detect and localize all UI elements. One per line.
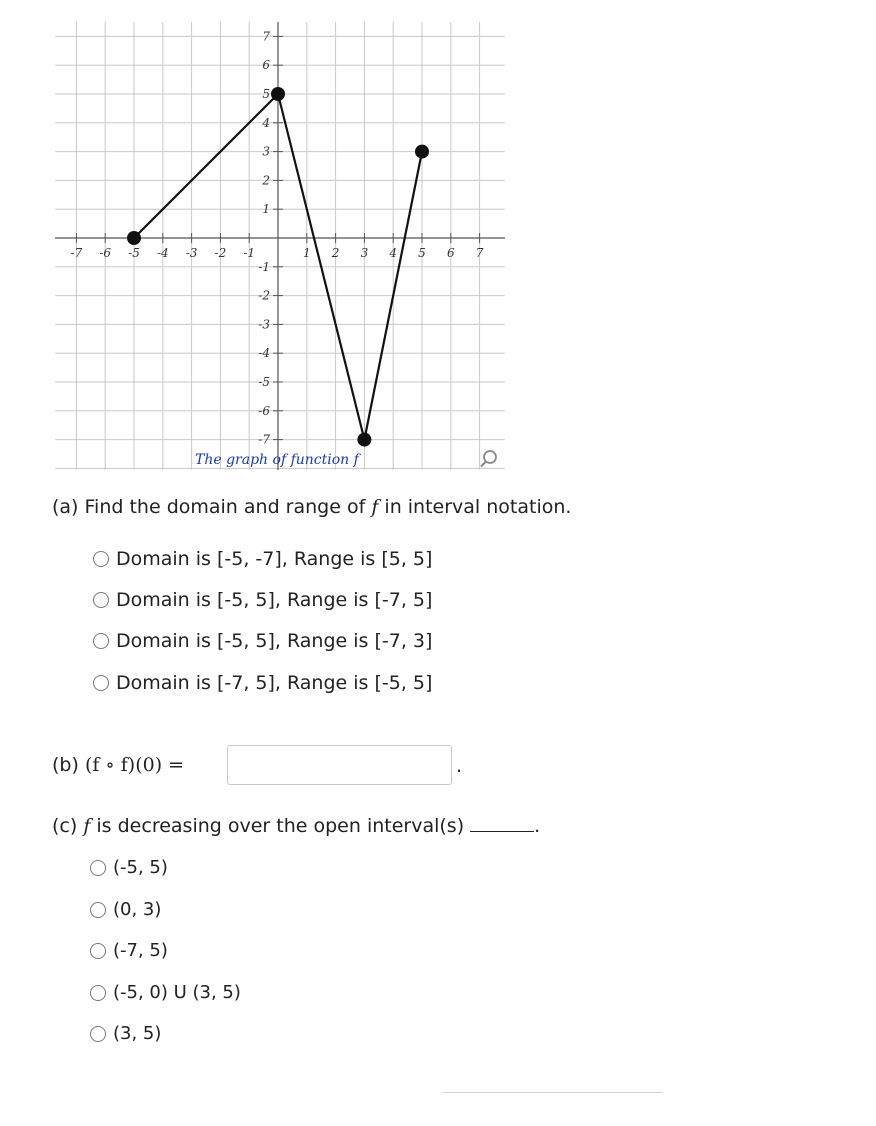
question-c: (c) f is decreasing over the open interval(s) .: [52, 815, 541, 837]
option-label: (-5, 0) U (3, 5): [113, 982, 241, 1003]
radio-button[interactable]: [90, 860, 106, 876]
graph-point: [415, 145, 429, 159]
radio-button[interactable]: [93, 551, 109, 567]
question-b: [52, 754, 184, 776]
y-tick-label: 2: [262, 173, 270, 188]
x-tick-label: -6: [99, 246, 112, 260]
function-graph: [0, 0, 520, 480]
option-a-2[interactable]: [93, 589, 432, 611]
y-tick-label: -7: [258, 432, 270, 447]
magnifier-icon[interactable]: [481, 451, 496, 467]
y-tick-label: 7: [262, 29, 270, 44]
function-var: f: [371, 496, 379, 518]
graph-caption: The graph of function f: [195, 452, 359, 468]
function-var: f: [83, 815, 91, 837]
radio-button[interactable]: [90, 985, 106, 1001]
option-c-4[interactable]: [90, 982, 241, 1003]
option-label: (-5, 5): [113, 857, 168, 878]
question-b-period: .: [456, 755, 463, 777]
y-tick-label: -5: [258, 375, 270, 389]
option-label: Domain is [-7, 5], Range is [-5, 5]: [116, 672, 433, 694]
x-tick-label: 2: [331, 246, 340, 260]
x-tick-label: 6: [446, 246, 455, 260]
x-tick-label: 1: [302, 246, 311, 260]
option-a-4[interactable]: [93, 672, 432, 694]
composition-expression: (f ∘ f)(0) =: [84, 754, 185, 776]
option-c-2[interactable]: [90, 899, 161, 920]
y-tick-label: -2: [258, 288, 270, 303]
option-label: (3, 5): [113, 1023, 162, 1044]
y-tick-label: 3: [262, 144, 270, 159]
bottom-divider: [443, 1092, 663, 1093]
option-c-3[interactable]: [90, 940, 168, 961]
option-label: (0, 3): [113, 899, 162, 920]
x-tick-label: -2: [214, 246, 227, 260]
x-tick-label: -4: [156, 246, 169, 260]
radio-button[interactable]: [90, 943, 106, 959]
y-tick-label: 5: [262, 87, 270, 101]
y-tick-label: -6: [258, 403, 270, 418]
question-a: (a) Find the domain and range of f in interval notation.: [52, 496, 572, 518]
option-c-5[interactable]: [90, 1023, 161, 1044]
option-label: Domain is [-5, -7], Range is [5, 5]: [116, 548, 433, 570]
radio-button[interactable]: [93, 633, 109, 649]
question-b-label: (b): [52, 754, 79, 776]
radio-button[interactable]: [90, 902, 106, 918]
y-tick-label: 6: [262, 58, 270, 73]
x-tick-label: 3: [360, 246, 369, 260]
x-tick-label: 5: [418, 246, 426, 260]
x-tick-label: -1: [243, 246, 256, 260]
graph-point: [271, 87, 285, 101]
y-tick-label: 1: [262, 202, 270, 217]
option-a-1[interactable]: [93, 548, 432, 570]
x-tick-label: -3: [185, 246, 198, 260]
option-label: Domain is [-5, 5], Range is [-7, 5]: [116, 589, 433, 611]
x-tick-label: 4: [389, 246, 398, 260]
graph-point: [357, 433, 371, 447]
answer-input[interactable]: [227, 745, 452, 785]
radio-button[interactable]: [93, 592, 109, 608]
option-label: (-7, 5): [113, 940, 168, 961]
graph-point: [127, 231, 141, 245]
y-tick-label: -4: [258, 346, 270, 361]
x-tick-label: -5: [128, 246, 140, 260]
radio-button[interactable]: [90, 1026, 106, 1042]
option-label: Domain is [-5, 5], Range is [-7, 3]: [116, 630, 433, 652]
y-tick-label: -3: [258, 317, 270, 332]
x-tick-label: -7: [70, 246, 83, 260]
option-c-1[interactable]: [90, 857, 168, 878]
x-tick-label: 7: [475, 246, 484, 260]
y-tick-label: 4: [262, 115, 270, 130]
y-tick-label: -1: [258, 259, 270, 274]
answer-blank: [470, 830, 534, 832]
radio-button[interactable]: [93, 675, 109, 691]
option-a-3[interactable]: [93, 630, 432, 652]
